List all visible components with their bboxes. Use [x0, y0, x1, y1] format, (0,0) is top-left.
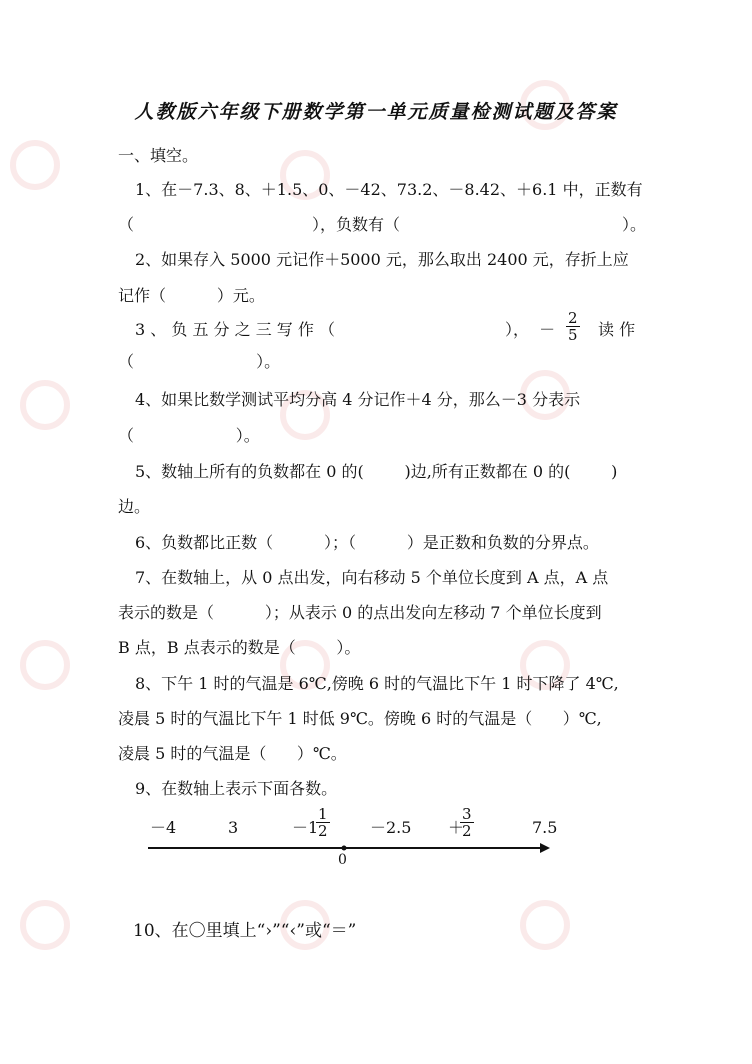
- number-label: 7.5: [532, 818, 558, 837]
- question-4-line2: （ ）。: [118, 426, 260, 445]
- question-1: 1、在－7.3、8、＋1.5、0、－42、73.2、－8.42、＋6.1 中，正数有: [135, 180, 643, 199]
- number-label: 3: [228, 818, 239, 837]
- axis-arrow: [540, 843, 550, 853]
- question-9: 9、在数轴上表示下面各数。: [135, 779, 338, 798]
- watermark-logo: [520, 900, 570, 954]
- question-3-line2: （ ）。: [118, 352, 281, 371]
- origin-label: 0: [338, 852, 347, 868]
- fraction-numerator: 2: [568, 309, 578, 327]
- question-4: 4、如果比数学测试平均分高 4 分记作＋4 分，那么－3 分表示: [135, 390, 581, 409]
- question-3-fraction: [566, 310, 580, 343]
- question-3-read: 读 作: [598, 320, 636, 339]
- page-title: 人教版六年级下册数学第一单元质量检测试题及答案: [134, 101, 618, 123]
- question-6: 6、负数都比正数（ ）；（ ）是正数和负数的分界点。: [135, 533, 599, 552]
- fraction-denominator: 2: [318, 822, 328, 840]
- question-8-line2: 凌晨 5 时的气温比下午 1 时低 9℃。傍晚 6 时的气温是（ ）℃,: [118, 709, 602, 728]
- question-5-line2: 边。: [118, 497, 151, 516]
- number-line-axis: [140, 812, 560, 872]
- number-label: －4: [150, 818, 177, 837]
- number-label: ＋: [448, 818, 465, 837]
- fraction-denominator: 2: [462, 822, 472, 840]
- question-1-blank-open: （: [118, 215, 135, 234]
- question-3: 3 、 负 五 分 之 三 写 作 （: [135, 320, 335, 339]
- watermark-logo: [20, 380, 70, 434]
- watermark-logo: [20, 900, 70, 954]
- watermark-logo: [10, 140, 60, 194]
- number-label: －1: [292, 818, 319, 837]
- number-label: －2.5: [370, 818, 412, 837]
- question-2-line2: 记作（ ）元。: [118, 286, 265, 305]
- fraction-denominator: 5: [568, 326, 578, 344]
- question-10: 10、在〇里填上“›”“‹”或“＝”: [133, 921, 357, 941]
- section-heading: 一、填空。: [118, 146, 199, 165]
- question-2: 2、如果存入 5000 元记作＋5000 元，那么取出 2400 元，存折上应: [135, 250, 629, 269]
- question-8: 8、下午 1 时的气温是 6℃,傍晚 6 时的气温比下午 1 时下降了 4℃,: [135, 674, 619, 693]
- question-7-line3: B 点，B 点表示的数是（ ）。: [118, 638, 361, 657]
- question-5: 5、数轴上所有的负数都在 0 的( )边,所有正数都在 0 的( ): [135, 462, 618, 481]
- question-7: 7、在数轴上，从 0 点出发，向右移动 5 个单位长度到 A 点，A 点: [135, 568, 609, 587]
- watermark-logo: [20, 640, 70, 694]
- question-1-blank-mid: ），负数有（: [312, 215, 401, 234]
- question-8-line3: 凌晨 5 时的气温是（ ）℃。: [118, 744, 347, 763]
- fraction-numerator: 1: [318, 805, 328, 823]
- fraction-numerator: 3: [462, 805, 472, 823]
- question-3-mid: ）， －: [505, 320, 556, 339]
- question-1-blank-close: ）。: [622, 215, 647, 234]
- question-7-line2: 表示的数是（ ）；从表示 0 的点出发向左移动 7 个单位长度到: [118, 603, 602, 622]
